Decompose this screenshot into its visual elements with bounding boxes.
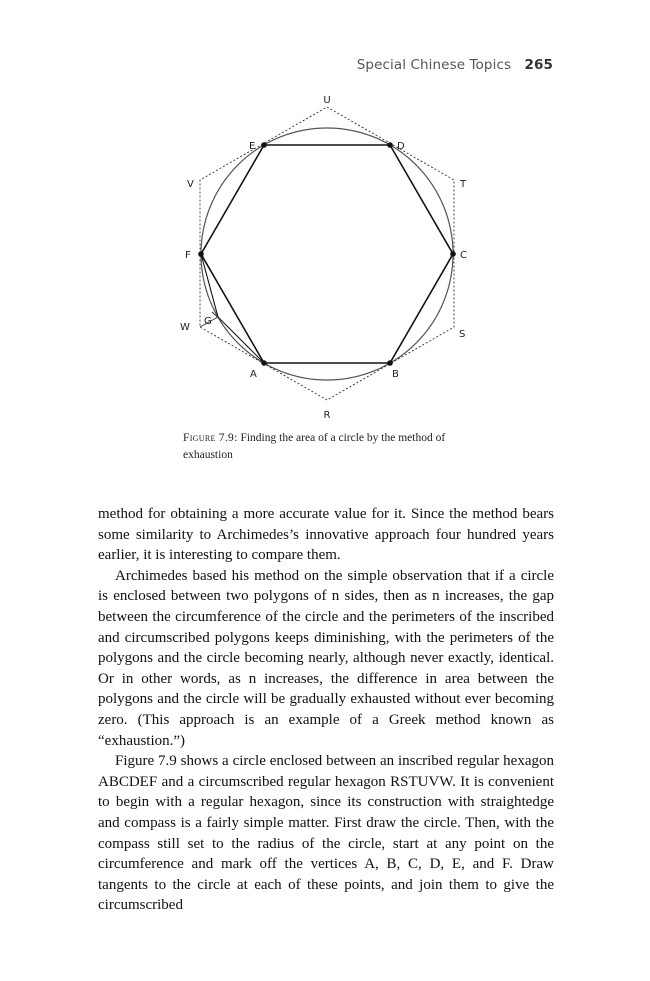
figure-caption-label: Figure 7.9:: [183, 432, 238, 444]
inscribed-hexagon: [201, 145, 453, 363]
label-t: T: [460, 179, 467, 190]
label-c: C: [460, 250, 467, 261]
label-g: G: [204, 316, 212, 327]
circumscribed-hexagon: [200, 107, 454, 400]
running-head: [357, 57, 553, 73]
label-v: V: [187, 179, 194, 190]
figure-caption-text: Finding the area of a circle by the method of exhaustion: [183, 432, 446, 461]
label-s: S: [459, 329, 466, 340]
vertex-dot-d: [387, 142, 393, 148]
body-text: [98, 504, 554, 916]
paragraph-2: Archimedes based his method on the simple observation that if a circle is enclosed between two polygons of n sides, then as n increases, the gap between the circumference of the circle and the perimeters of the inscribed and circumscribed polygons keeps diminishing, with the perimeters of the polygons and the circle becoming nearly, although never exactly, identical. Or in other words, as n increases, the difference in area between the polygons and the circle will be gradually exhausted without ever becoming zero. (This approach is an example of a Greek method known as “exhaustion.”): [98, 567, 554, 749]
circle: [201, 128, 453, 380]
label-b: B: [392, 369, 399, 380]
vertex-dot-c: [450, 251, 456, 257]
running-head-title: Special Chinese Topics: [356, 57, 512, 73]
label-w: W: [180, 322, 190, 333]
label-e: E: [249, 141, 256, 152]
vertex-dot-b: [387, 360, 393, 366]
label-f: F: [185, 250, 191, 261]
page-number: 265: [524, 57, 553, 73]
chord-fg: [201, 254, 218, 317]
paragraph-1: method for obtaining a more accurate value for it. Since the method bears some similarity to Archimedes’s innovative approach four hundred years earlier, it is interesting to compare them.: [98, 506, 554, 564]
label-a: A: [250, 369, 257, 380]
figure-7-9: [170, 88, 480, 423]
label-r: R: [323, 410, 331, 421]
exhaustion-diagram: [170, 88, 480, 423]
label-u: U: [323, 95, 331, 106]
vertex-dot-a: [261, 360, 267, 366]
tick-mark-g: [212, 312, 224, 323]
vertex-dot-f: [198, 251, 204, 257]
vertex-dot-e: [261, 142, 267, 148]
label-d: D: [397, 141, 405, 152]
figure-caption: [183, 430, 483, 464]
paragraph-3: Figure 7.9 shows a circle enclosed between an inscribed regular hexagon ABCDEF and a circumscribed regular hexagon RSTUVW. It is convenient to begin with a regular hexagon, since its construction with straightedge and compass is a fairly simple matter. First draw the circle. Then, with the compass still set to the radius of the circle, start at any point on the circumference and mark off the vertices A, B, C, D, E, and F. Draw tangents to the circle at each of these points, and join them to give the circumscribed: [98, 753, 554, 914]
